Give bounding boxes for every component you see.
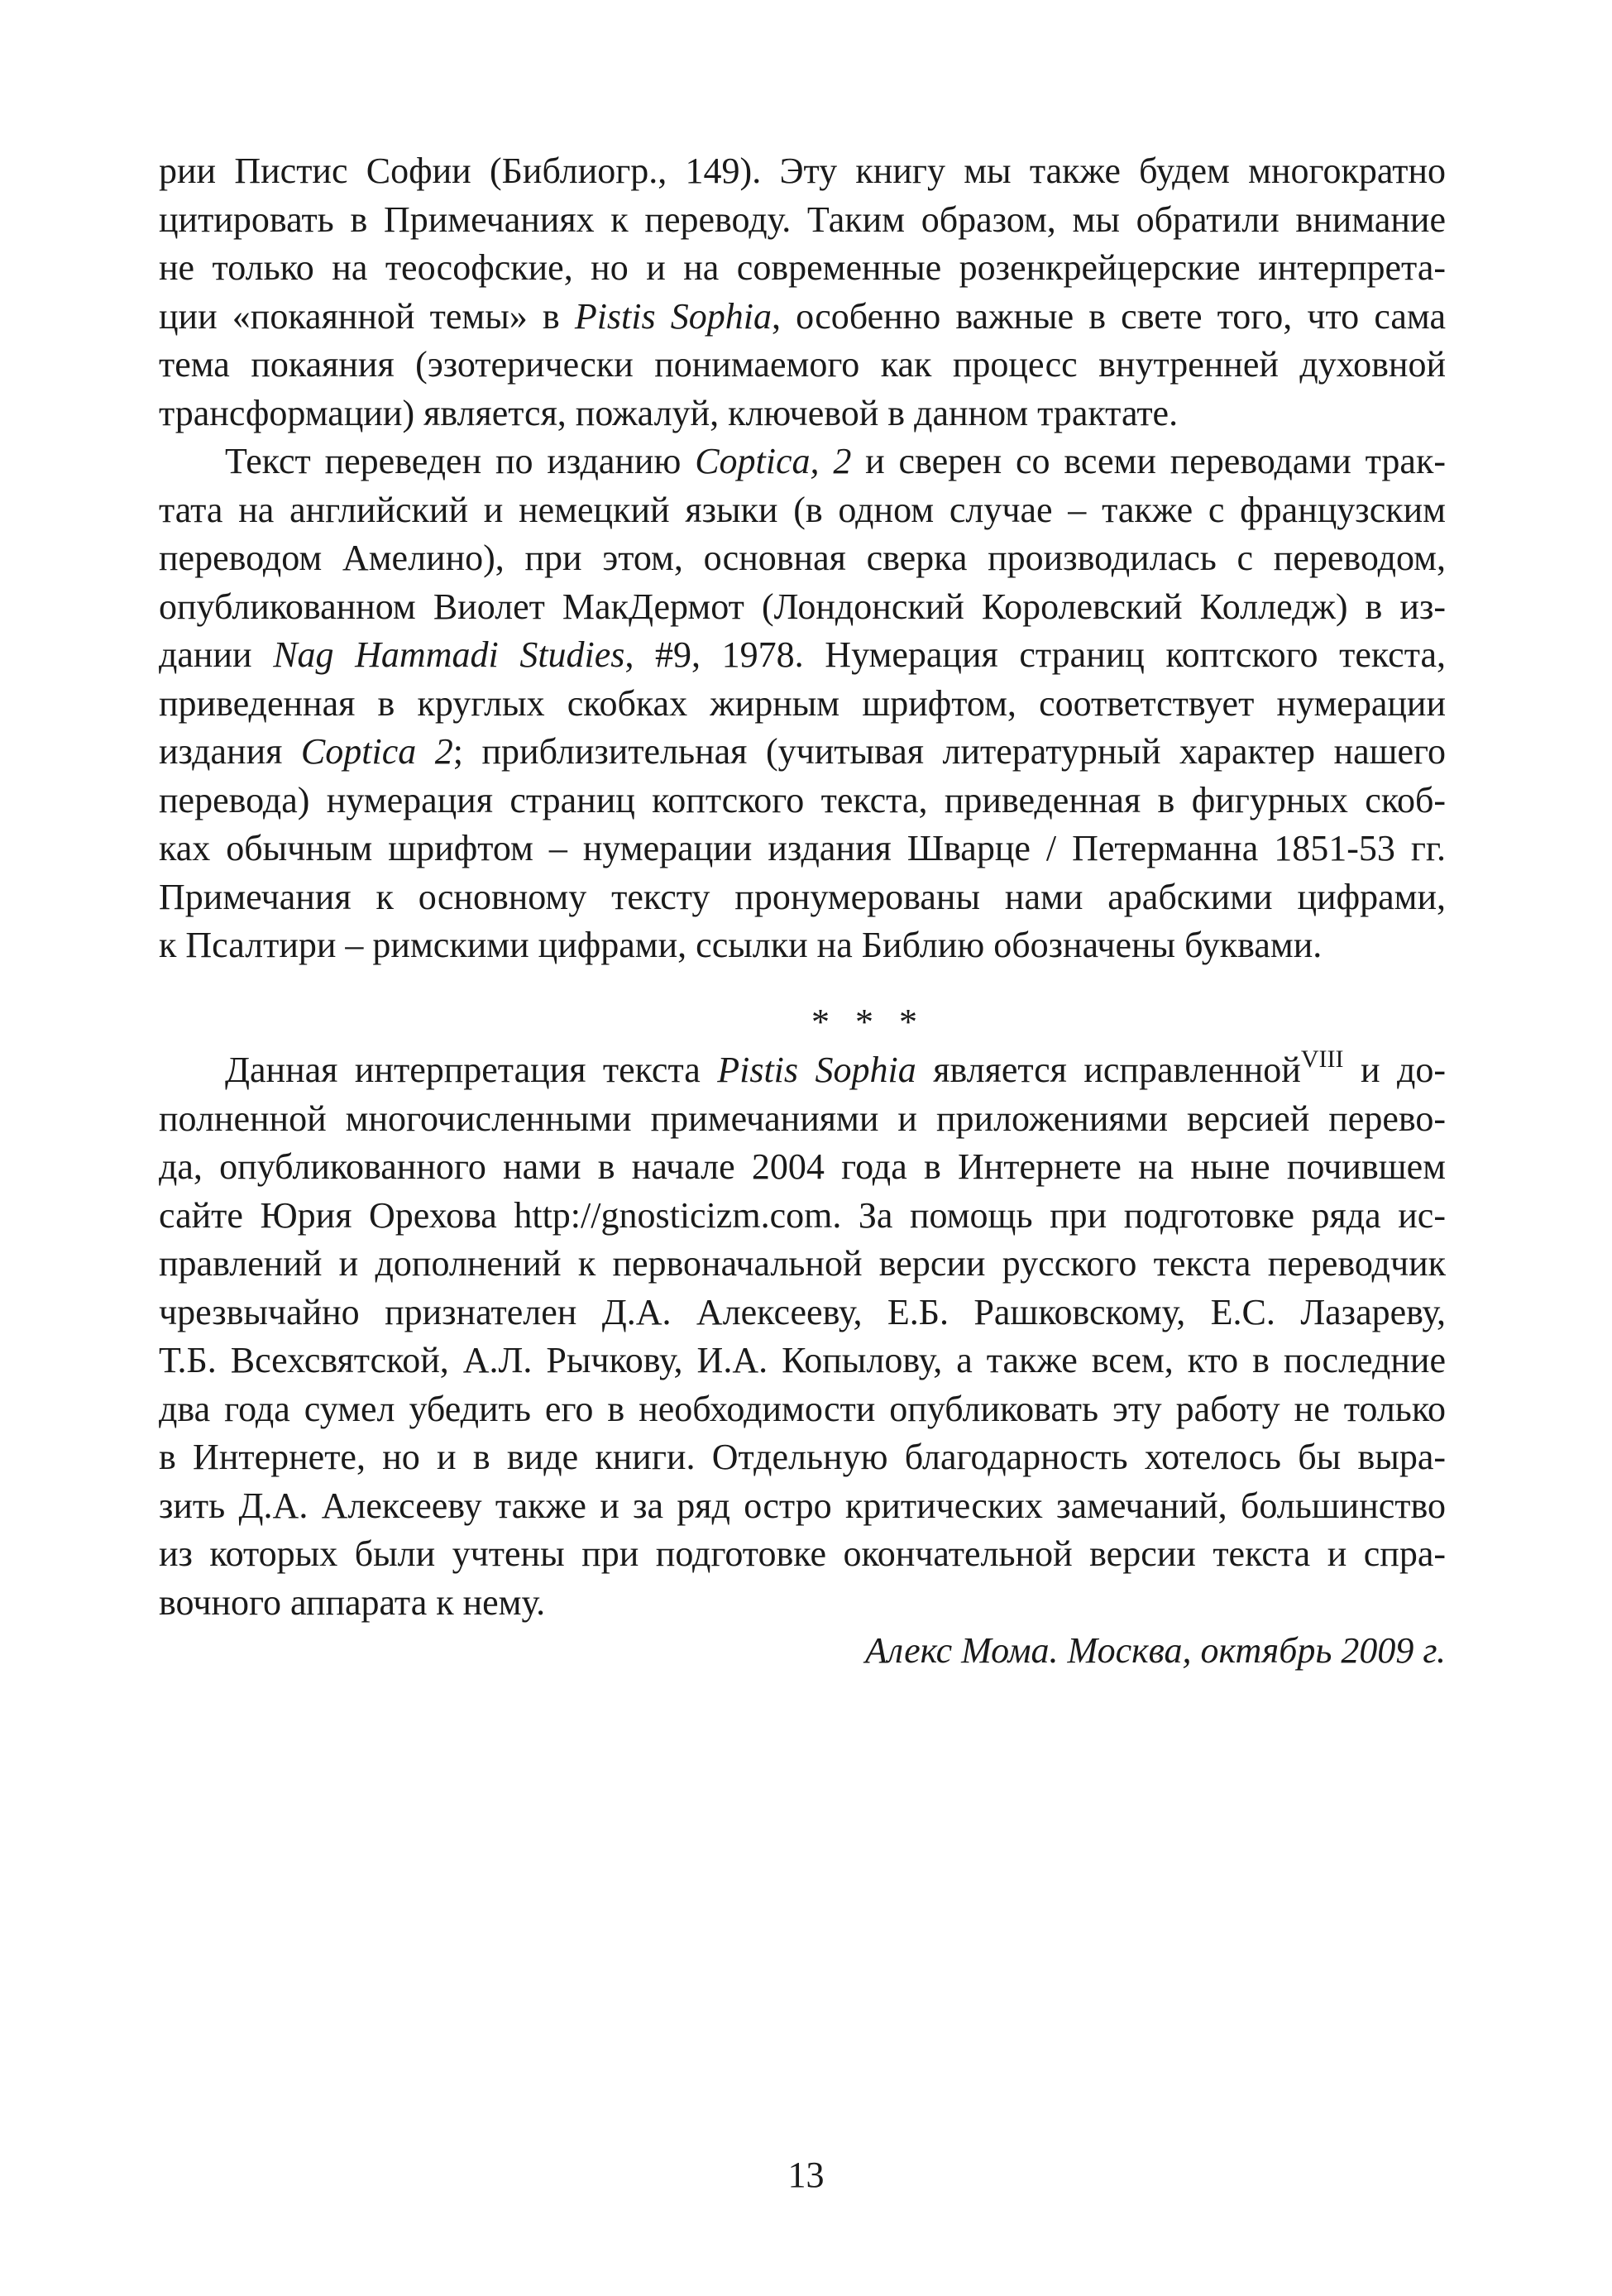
paragraph-translation-notes	[159, 438, 1446, 970]
section-separator: * * *	[811, 1001, 926, 1042]
text-fragment: издания	[159, 731, 301, 772]
text-line: в Интернете, но и в виде книги. Отдельную благодарность хотелось бы выра-	[159, 1437, 1446, 1477]
text-line: приведенная в круглых скобках жирным шрифтом, соответствует нумерации	[159, 682, 1446, 724]
text-fragment: является исправленной	[916, 1050, 1301, 1090]
text-line	[159, 728, 1446, 777]
text-line: два года сумел убедить его в необходимости опубликовать эту работу не только	[159, 1388, 1446, 1429]
text-fragment: Данная интерпретация текста	[225, 1050, 718, 1090]
text-fragment: , особенно важные в свете того, что сама	[772, 295, 1446, 337]
text-line: из которых были учтены при подготовке окончательной версии текста и спра-	[159, 1533, 1446, 1574]
text-line: тата на английский и немецкий языки (в одном случае – также с французским	[159, 489, 1446, 530]
text-fragment: и сверен со всеми переводами трак-	[851, 441, 1446, 481]
italic-title: Pistis Sophia	[574, 295, 772, 337]
text-fragment: дании	[159, 634, 274, 675]
page-number: 13	[787, 2155, 825, 2195]
text-line: рии Пистис Софии (Библиогр., 149). Эту книгу мы также будем многократно	[159, 151, 1446, 191]
footnote-marker: VIII	[1300, 1045, 1344, 1073]
text-fragment: Текст переведен по изданию	[225, 441, 696, 481]
page-body	[159, 147, 1446, 1712]
text-line: вочного аппарата к нему.	[159, 1581, 546, 1623]
paragraph-acknowledgements	[159, 1046, 1446, 1627]
paragraph-intro-continuation	[159, 147, 1446, 438]
italic-title: Nag Hammadi Studies	[273, 634, 625, 675]
text-line: опубликованном Виолет МакДермот (Лондонский Королевский Колледж) в из-	[159, 586, 1446, 627]
text-line: перевода) нумерация страниц коптского текста, приведенная в фигурных скоб-	[159, 779, 1446, 820]
text-line: тема покаяния (эзотерически понимаемого как процесс внутренней духовной	[159, 344, 1446, 385]
italic-title: Pistis Sophia	[717, 1050, 916, 1090]
text-line: полненной многочисленными примечаниями и приложениями версией перево-	[159, 1098, 1446, 1139]
text-line: к Псалтири – римскими цифрами, ссылки на Библию обозначены буквами.	[159, 925, 1323, 965]
text-line: Т.Б. Всехсвятской, А.Л. Рычкову, И.А. Копылову, а также всем, кто в последние	[159, 1340, 1446, 1380]
text-fragment: , #9, 1978. Нумерация страниц коптского текста,	[624, 634, 1447, 675]
text-fragment: ; приблизительная (учитывая литературный характер нашего	[452, 731, 1447, 772]
text-line	[159, 293, 1446, 342]
text-line: не только на теософские, но и на современные розенкрейцерские интерпрета-	[159, 247, 1446, 288]
text-line: переводом Амелино), при этом, основная сверка производилась с переводом,	[159, 538, 1446, 578]
text-line: Примечания к основному тексту пронумерованы нами арабскими цифрами,	[159, 876, 1446, 917]
italic-title: Coptica, 2	[695, 441, 852, 481]
author-signature: Алекс Мома. Москва, октябрь 2009 г.	[864, 1630, 1446, 1671]
text-line: зить Д.А. Алексееву также и за ряд остро критических замечаний, большинство	[159, 1485, 1446, 1526]
text-line: трансформации) является, пожалуй, ключевой в данном трактате.	[159, 392, 1179, 433]
text-fragment: ции «покаянной темы» в	[159, 295, 575, 337]
text-line	[159, 1046, 1446, 1095]
text-line: ках обычным шрифтом – нумерации издания Шварце / Петерманна 1851-53 гг.	[159, 828, 1446, 868]
text-line: цитировать в Примечаниях к переводу. Таким образом, мы обратили внимание	[159, 199, 1446, 240]
text-fragment: и до-	[1343, 1050, 1447, 1090]
text-line: да, опубликованного нами в начале 2004 года в Интернете на ныне почившем	[159, 1146, 1446, 1187]
text-line: правлений и дополнений к первоначальной версии русского текста переводчик	[159, 1243, 1446, 1284]
text-line	[159, 631, 1446, 680]
italic-title: Coptica 2	[300, 731, 453, 772]
text-line: чрезвычайно признателен Д.А. Алексееву, Е.Б. Рашковскому, Е.С. Лазареву,	[159, 1291, 1446, 1332]
text-line	[159, 438, 1446, 486]
text-line: сайте Юрия Орехова http://gnosticizm.com. За помощь при подготовке ряда ис-	[159, 1194, 1446, 1236]
